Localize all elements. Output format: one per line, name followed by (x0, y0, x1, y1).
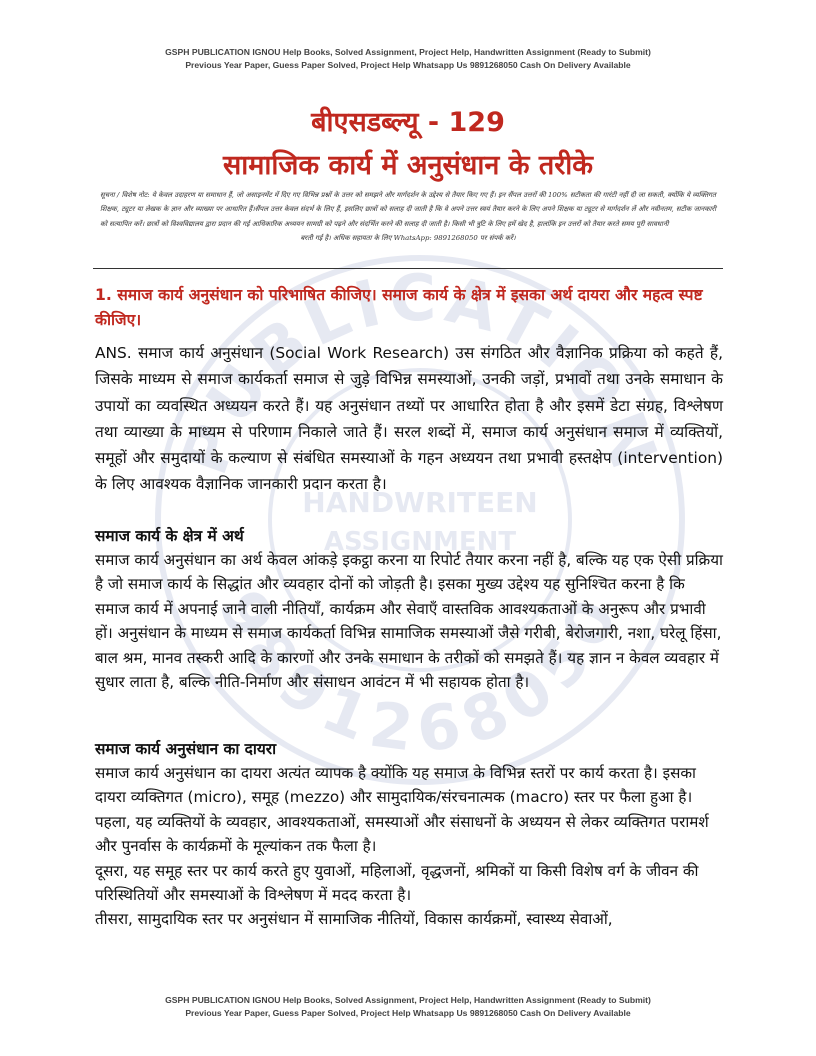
question-heading: 1. समाज कार्य अनुसंधान को परिभाषित कीजिए। समाज कार्य के क्षेत्र में इसका अर्थ दायरा और महत्व स्पष्ट कीजिए। (95, 286, 703, 329)
watermark-center-text-1: HANDWRITEEN (302, 486, 538, 519)
footer-line-1: GSPH PUBLICATION IGNOU Help Books, Solved Assignment, Project Help, Handwritten Assignment (Ready to Submit) (165, 995, 651, 1005)
scope-paragraph-4: तीसरा, सामुदायिक स्तर पर अनुसंधान में सामाजिक नीतियों, विकास कार्यक्रमों, स्वास्थ्य सेवाओं, (95, 910, 613, 929)
section-meaning-heading: समाज कार्य के क्षेत्र में अर्थ (95, 527, 244, 545)
scope-paragraph-2: पहला, यह व्यक्तियों के व्यवहार, आवश्यकताओं, समस्याओं और संसाधनों के अध्ययन से लेकर व्यक्तिगत परामर्श और पुनर्वास के कार्यक्रमों के मूल्यांकन तक फैला है। (95, 812, 709, 856)
footer-line-2: Previous Year Paper, Guess Paper Solved, Project Help Whatsapp Us 9891268050 Cash On Delivery Available (185, 1007, 631, 1018)
section-scope-text (95, 761, 723, 932)
answer-paragraph: ANS. समाज कार्य अनुसंधान (Social Work Research) उस संगठित और वैज्ञानिक प्रक्रिया को कहते हैं, जिसके माध्यम से समाज कार्यकर्ता समाज से जुड़े विभिन्न समस्याओं, उनकी जड़ों, प्रभावों तथा उनके समाधान के उपायों का व्यवस्थित अध्ययन करते हैं। यह अनुसंधान तथ्यों पर आधारित होता है और इसमें डेटा संग्रह, विश्लेषण तथा व्याख्या के माध्यम से परिणाम निकाले जाते हैं। सरल शब्दों में, समाज कार्य अनुसंधान समाज में व्यक्तियों, समूहों और समुदायों के कल्याण से संबंधित समस्याओं के गहन अध्ययन तथा प्रभावी हस्तक्षेप (intervention) के लिए आवश्यक वैज्ञानिक जानकारी प्रदान करता है। (95, 344, 723, 494)
watermark-number-text: 9891268050 (204, 579, 636, 767)
divider-line (93, 268, 723, 269)
section-scope (95, 737, 723, 932)
page-footer (40, 994, 776, 1019)
course-code-title: बीएसडब्ल्यू - 129 (311, 107, 505, 138)
course-main-title: सामाजिक कार्य में अनुसंधान के तरीके (222, 150, 594, 181)
watermark-center-text-2: ASSIGNMENT (323, 527, 517, 557)
section-scope-heading: समाज कार्य अनुसंधान का दायरा (95, 740, 277, 758)
section-meaning-text: समाज कार्य अनुसंधान का अर्थ केवल आंकड़े इकट्ठा करना या रिपोर्ट तैयार करना नहीं है, बल्कि यह एक ऐसी प्रक्रिया है जो समाज कार्य के सिद्धांत और व्यवहार दोनों को जोड़ती है। इसका मुख्य उद्देश्य यह सुनिश्चित करना है कि समाज कार्य में अपनाई जाने वाली नीतियाँ, कार्यक्रम और सेवाएँ वास्तविक आवश्यकताओं के अनुरूप और प्रभावी हों। अनुसंधान के माध्यम से समाज कार्यकर्ता विभिन्न सामाजिक समस्याओं जैसे गरीबी, बेरोजगारी, नशा, घरेलू हिंसा, बाल श्रम, मानव तस्करी आदि के कारणों और उनके समाधान के तरीकों को समझते हैं। यह ज्ञान न केवल व्यवहार में सुधार लाता है, बल्कि नीति-निर्माण और संसाधन आवंटन में भी सहायक होता है। (95, 551, 723, 692)
section-meaning (95, 524, 723, 694)
watermark-top-text: PUBLICATION (167, 261, 673, 484)
header-line-2: Previous Year Paper, Guess Paper Solved, Project Help Whatsapp Us 9891268050 Cash On Delivery Available (185, 59, 631, 70)
scope-paragraph-3: दूसरा, यह समूह स्तर पर कार्य करते हुए युवाओं, महिलाओं, वृद्धजनों, श्रमिकों या किसी विशेष वर्ग के जीवन की परिस्थितियों और समस्याओं के विश्लेषण में मदद करता है। (95, 861, 699, 905)
disclaimer-body: सूचना / विशेष नोट: ये केवल उदाहरण या समाधान हैं, जो असाइनमेंट में दिए गए विभिन्न प्रश्नों के उत्तर को समझने और मार्गदर्शन के उद्देश्य से तैयार किए गए हैं। इन सैंपल उत्तरों की 100% सटीकता की गारंटी नहीं दी जा सकती, क्योंकि ये व्यक्तिगत शिक्षक, ट्यूटर या लेखक के ज्ञान और व्याख्या पर आधारित हैं।सैंपल उत्तर केवल संदर्भ के लिए हैं, इसलिए छात्रों को सलाह दी जाती है कि वे अपने उत्तर स्वयं तैयार करने के लिए अपने शिक्षक या ट्यूटर से मार्गदर्शन लें और नवीनतम, सटीक जानकारी को सत्यापित करें। छात्रों को विश्वविद्यालय द्वारा प्रदान की गई आधिकारिक अध्ययन सामग्री को पढ़ने और संदर्भित करने की सलाह दी जाती है। किसी भी त्रुटि के लिए हमें खेद है, हालांकि इन उत्तरों को तैयार करते समय पूरी सावधानी (100, 191, 716, 228)
scope-paragraph-1: समाज कार्य अनुसंधान का दायरा अत्यंत व्यापक है क्योंकि यह समाज के विभिन्न स्तरों पर कार्य करता है। इसका दायरा व्यक्तिगत (micro), समूह (mezzo) और सामुदायिक/संरचनात्मक (macro) स्तर पर फैला हुआ है। (95, 764, 696, 807)
disclaimer-last-line: बरती गई है। अधिक सहायता के लिए WhatsApp: 9891268050 पर संपर्क करें। (300, 233, 516, 242)
header-line-1: GSPH PUBLICATION IGNOU Help Books, Solved Assignment, Project Help, Handwritten Assignment (Ready to Submit) (165, 47, 651, 57)
page-header (40, 46, 776, 71)
disclaimer-notice (100, 188, 716, 245)
